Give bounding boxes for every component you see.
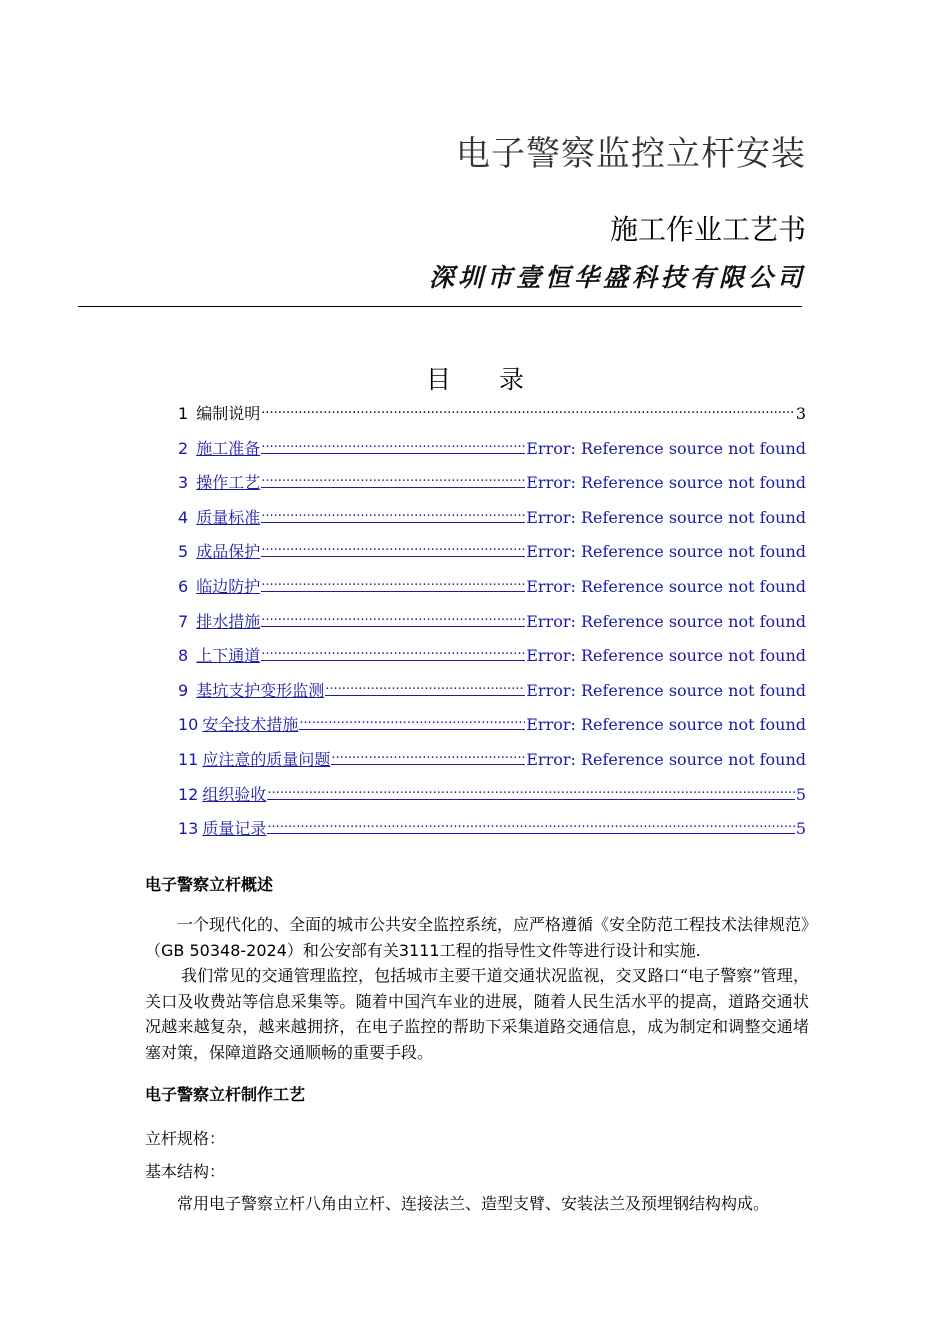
toc-entry-label: 临边防护 bbox=[196, 576, 261, 596]
toc-dot-leader bbox=[325, 679, 525, 696]
toc-entry-page: 3 bbox=[795, 404, 806, 423]
toc-entry-label: 质量标准 bbox=[196, 507, 261, 527]
toc-dot-leader bbox=[261, 437, 525, 454]
toc-entry-page: Error: Reference source not found bbox=[526, 715, 806, 735]
toc-entry-label: 操作工艺 bbox=[196, 473, 261, 493]
toc-entry[interactable] bbox=[178, 505, 806, 540]
toc-entry[interactable] bbox=[178, 574, 806, 609]
toc-entry-number: 2 bbox=[178, 438, 189, 458]
table-of-contents bbox=[178, 401, 806, 851]
pole-spec-label: 立杆规格： bbox=[145, 1129, 226, 1148]
toc-entry[interactable] bbox=[178, 816, 806, 851]
toc-entry-number: 10 bbox=[178, 715, 199, 735]
overview-p1-standard: GB 50348-2024 bbox=[161, 940, 287, 960]
toc-entry-page: Error: Reference source not found bbox=[526, 576, 806, 596]
toc-dot-leader bbox=[267, 817, 794, 834]
toc-entry-page: 5 bbox=[795, 784, 806, 804]
toc-entry-number: 5 bbox=[178, 542, 189, 562]
header-divider bbox=[78, 306, 802, 307]
toc-entry[interactable] bbox=[178, 678, 806, 713]
toc-entry[interactable] bbox=[178, 470, 806, 505]
toc-dot-leader bbox=[261, 575, 525, 592]
overview-p1-a: 一个现代化的、全面的城市公共安全监控系统，应严格遵循《安全防范工程技术法律规范》（ bbox=[145, 915, 810, 960]
toc-dot-leader bbox=[261, 540, 525, 557]
toc-dot-leader bbox=[261, 471, 525, 488]
toc-dot-leader bbox=[299, 713, 525, 730]
document-subtitle: 施工作业工艺书 bbox=[609, 213, 806, 246]
toc-entry-label: 编制说明 bbox=[196, 404, 261, 423]
toc-dot-leader bbox=[267, 783, 794, 800]
toc-entry-page: Error: Reference source not found bbox=[526, 611, 806, 631]
process-heading: 电子警察立杆制作工艺 bbox=[145, 1085, 306, 1104]
toc-entry-page: Error: Reference source not found bbox=[526, 646, 806, 666]
company-name: 深圳市壹恒华盛科技有限公司 bbox=[428, 263, 806, 292]
toc-entry-label: 施工准备 bbox=[196, 438, 261, 458]
toc-entry-page: Error: Reference source not found bbox=[526, 507, 806, 527]
structure-text: 常用电子警察立杆八角由立杆、连接法兰、造型支臂、安装法兰及预埋钢结构构成。 bbox=[177, 1194, 770, 1213]
toc-entry-page: Error: Reference source not found bbox=[526, 473, 806, 493]
toc-entry[interactable] bbox=[178, 712, 806, 747]
toc-entry[interactable] bbox=[178, 539, 806, 574]
toc-entry-label: 安全技术措施 bbox=[202, 715, 299, 735]
toc-entry-page: Error: Reference source not found bbox=[526, 680, 806, 700]
toc-entry-number: 8 bbox=[178, 646, 189, 666]
toc-entry-number: 7 bbox=[178, 611, 189, 631]
toc-entry-number: 4 bbox=[178, 507, 189, 527]
toc-entry[interactable] bbox=[178, 609, 806, 644]
toc-entry-number: 3 bbox=[178, 473, 189, 493]
overview-p1-code: 3111 bbox=[398, 940, 440, 960]
overview-heading: 电子警察立杆概述 bbox=[145, 875, 274, 894]
toc-dot-leader bbox=[261, 610, 525, 627]
toc-entry-number: 9 bbox=[178, 680, 189, 700]
overview-paragraph-1 bbox=[145, 912, 809, 963]
overview-p1-e: 工程的指导性文件等进行设计和实施. bbox=[439, 940, 701, 960]
toc-entry-label: 上下通道 bbox=[196, 646, 261, 666]
toc-entry-label: 基坑支护变形监测 bbox=[196, 680, 325, 700]
toc-entry[interactable] bbox=[178, 643, 806, 678]
toc-entry-number: 12 bbox=[178, 784, 199, 804]
toc-entry-label: 应注意的质量问题 bbox=[202, 749, 331, 769]
toc-entry-page: Error: Reference source not found bbox=[526, 438, 806, 458]
toc-entry[interactable] bbox=[178, 747, 806, 782]
document-title: 电子警察监控立杆安装 bbox=[456, 134, 806, 174]
toc-entry[interactable] bbox=[178, 436, 806, 471]
toc-entry-number: 13 bbox=[178, 819, 199, 839]
toc-dot-leader bbox=[261, 403, 795, 419]
toc-entry-number: 11 bbox=[178, 749, 199, 769]
toc-dot-leader bbox=[331, 748, 525, 765]
toc-entry bbox=[178, 401, 806, 436]
overview-p1-c: ）和公安部有关 bbox=[286, 940, 399, 960]
structure-label: 基本结构： bbox=[145, 1162, 226, 1181]
toc-entry-label: 质量记录 bbox=[202, 819, 267, 839]
toc-heading: 目 录 bbox=[426, 365, 544, 394]
toc-entry-page: Error: Reference source not found bbox=[526, 749, 806, 769]
toc-entry-label: 排水措施 bbox=[196, 611, 261, 631]
toc-entry[interactable] bbox=[178, 782, 806, 817]
overview-paragraph-2: 我们常见的交通管理监控，包括城市主要干道交通状况监视，交叉路口“电子警察”管理，关口及收费站等信息采集等。随着中国汽车业的进展，随着人民生活水平的提高，道路交通状况越来越复杂，越来越拥挤，在电子监控的帮助下采集道路交通信息，成为制定和调整交通堵塞对策，保障道路交通顺畅的重要手段。 bbox=[145, 966, 809, 1062]
toc-dot-leader bbox=[261, 644, 525, 661]
toc-entry-label: 成品保护 bbox=[196, 542, 261, 562]
toc-entry-page: 5 bbox=[795, 819, 806, 839]
toc-entry-number: 1 bbox=[178, 404, 189, 423]
toc-dot-leader bbox=[261, 506, 525, 523]
toc-entry-number: 6 bbox=[178, 576, 189, 596]
toc-entry-label: 组织验收 bbox=[202, 784, 267, 804]
toc-entry-page: Error: Reference source not found bbox=[526, 542, 806, 562]
